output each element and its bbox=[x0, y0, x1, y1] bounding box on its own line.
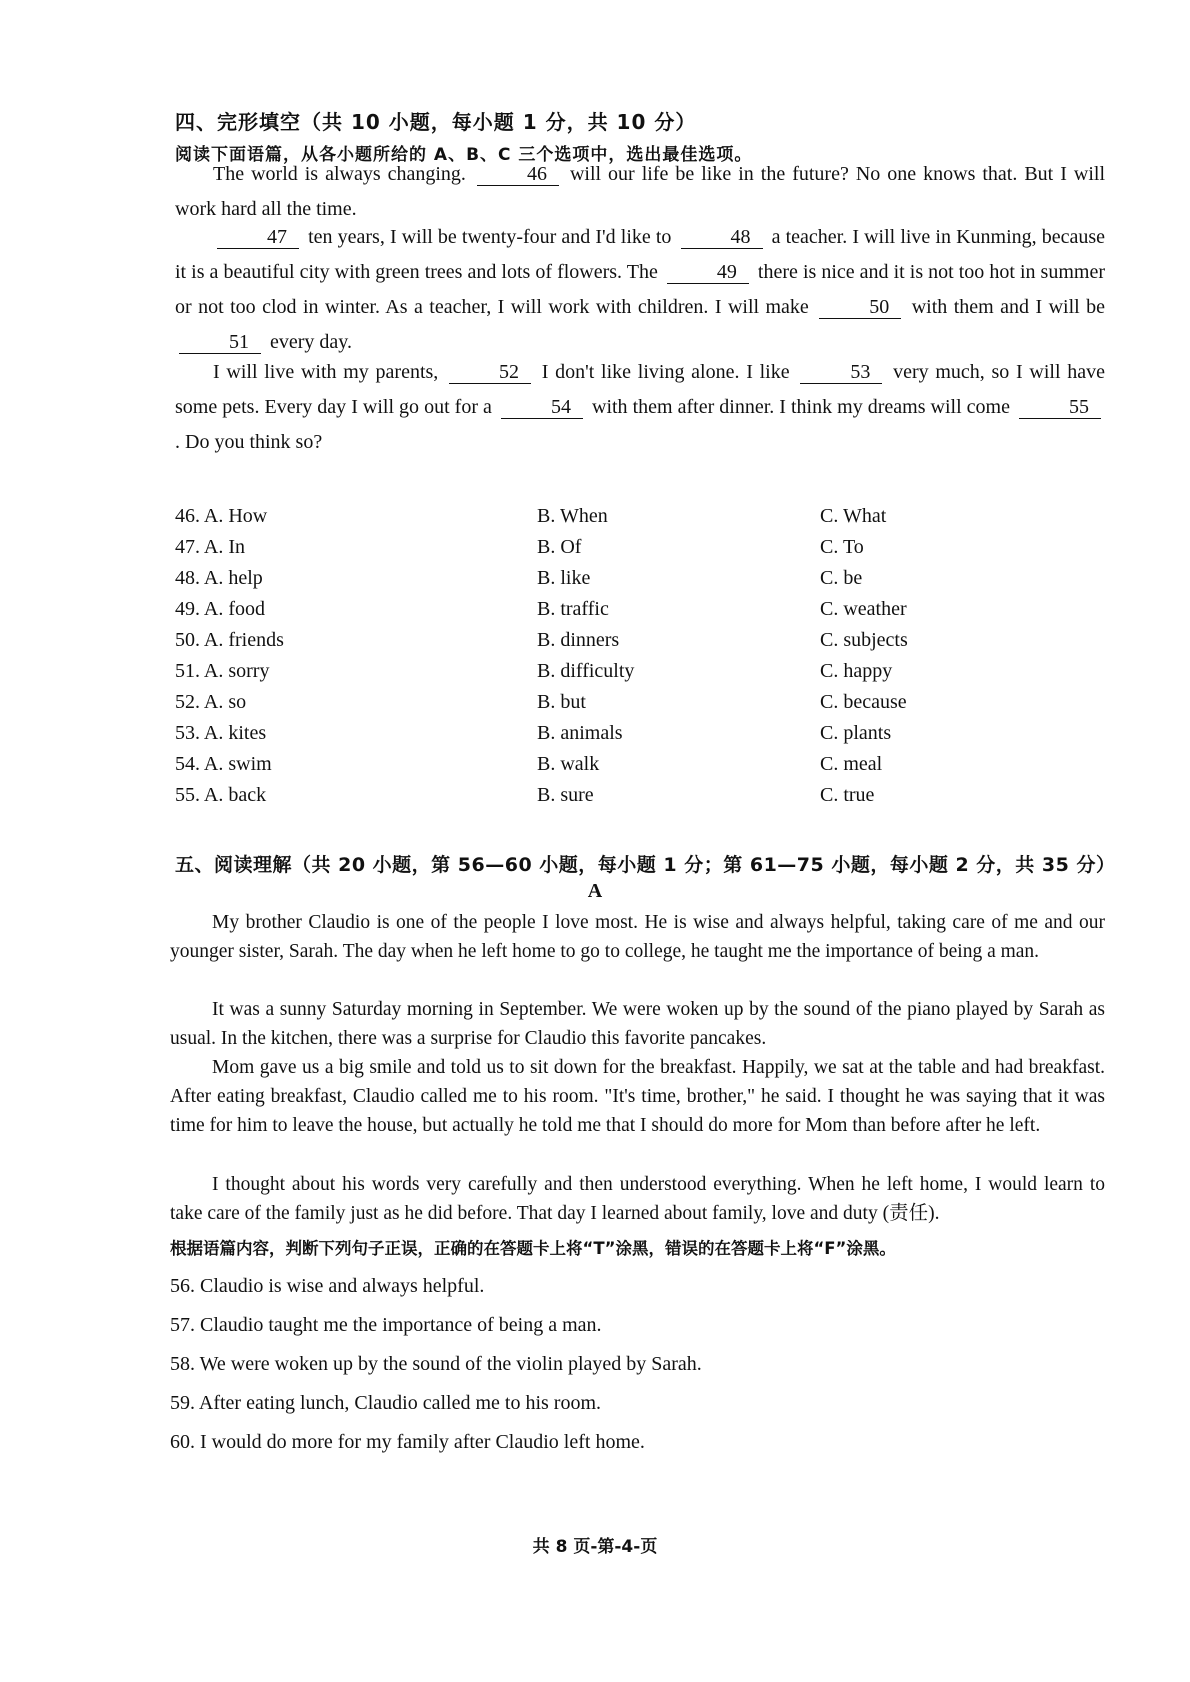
option-b: B. difficulty bbox=[537, 660, 635, 682]
option-a: 54. A. swim bbox=[175, 753, 272, 775]
blank-52: 52 bbox=[449, 361, 531, 384]
option-c: C. To bbox=[820, 536, 864, 558]
reading-paragraph: It was a sunny Saturday morning in September. We were woken up by the sound of the piano played by Sarah as usual. In the kitchen, there was a surprise for Claudio this favorite pancakes. bbox=[170, 999, 1105, 1049]
option-b: B. animals bbox=[537, 722, 623, 744]
blank-51: 51 bbox=[179, 331, 261, 354]
option-c: C. plants bbox=[820, 722, 892, 744]
option-row bbox=[175, 598, 1095, 629]
reading-paragraph: My brother Claudio is one of the people I love most. He is wise and always helpful, taking care of me and our younger sister, Sarah. The day when he left home to go to college, he taught me the importance of being a man. bbox=[170, 912, 1105, 962]
option-a: 50. A. friends bbox=[175, 629, 284, 651]
option-a: 46. A. How bbox=[175, 505, 268, 527]
option-a: 47. A. In bbox=[175, 536, 245, 558]
section5-instruction: 根据语篇内容，判断下列句子正误，正确的在答题卡上将“T”涂黑，错误的在答题卡上将“F”涂黑。 bbox=[170, 1239, 896, 1258]
option-a: 51. A. sorry bbox=[175, 660, 270, 682]
option-row bbox=[175, 629, 1095, 660]
blank-50: 50 bbox=[819, 296, 901, 319]
passage-label: A bbox=[587, 880, 603, 902]
statement-60: 60. I would do more for my family after Claudio left home. bbox=[170, 1431, 645, 1453]
blank-53: 53 bbox=[800, 361, 882, 384]
option-row bbox=[175, 536, 1095, 567]
option-b: B. When bbox=[537, 505, 608, 527]
statement-58: 58. We were woken up by the sound of the violin played by Sarah. bbox=[170, 1353, 702, 1375]
option-row bbox=[175, 784, 1095, 815]
option-c: C. be bbox=[820, 567, 863, 589]
option-row bbox=[175, 660, 1095, 691]
option-c: C. true bbox=[820, 784, 875, 806]
statement-57: 57. Claudio taught me the importance of being a man. bbox=[170, 1314, 602, 1336]
reading-paragraph: Mom gave us a big smile and told us to sit down for the breakfast. Happily, we sat at the table and had breakfast. After eating breakfast, Claudio called me to his room. "It's time, brother," he said. I thought he was saying that it was time for him to leave the house, but actually he told me that I should do more for Mom than before after he left. bbox=[170, 1057, 1105, 1136]
option-b: B. walk bbox=[537, 753, 600, 775]
option-row bbox=[175, 753, 1095, 784]
reading-paragraph: I thought about his words very carefully and then understood everything. When he left home, I would learn to take care of the family just as he did before. That day I learned about family, love and duty (责任). bbox=[170, 1174, 1105, 1224]
option-row bbox=[175, 505, 1095, 536]
option-c: C. What bbox=[820, 505, 887, 527]
option-c: C. subjects bbox=[820, 629, 908, 651]
section4-instruction: 阅读下面语篇，从各小题所给的 A、B、C 三个选项中，选出最佳选项。 bbox=[175, 145, 753, 165]
blank-49: 49 bbox=[667, 261, 749, 284]
option-c: C. weather bbox=[820, 598, 907, 620]
option-a: 52. A. so bbox=[175, 691, 247, 713]
option-b: B. sure bbox=[537, 784, 594, 806]
statement-59: 59. After eating lunch, Claudio called me to his room. bbox=[170, 1392, 602, 1414]
option-a: 48. A. help bbox=[175, 567, 263, 589]
option-b: B. like bbox=[537, 567, 591, 589]
blank-55: 55 bbox=[1019, 396, 1101, 419]
cloze-paragraph-3: I will live with my parents, 52 I don't like living alone. I like 53 very much, so I will have some pets. Every day I will go out for a 54 with them after dinner. I think my dreams will come 55 . Do you think so? bbox=[175, 361, 1106, 453]
option-c: C. happy bbox=[820, 660, 893, 682]
blank-48: 48 bbox=[681, 226, 763, 249]
option-row bbox=[175, 722, 1095, 753]
section5-heading: 五、阅读理解（共 20 小题，第 56—60 小题，每小题 1 分；第 61—75 小题，每小题 2 分，共 35 分） bbox=[175, 854, 1116, 876]
option-a: 55. A. back bbox=[175, 784, 267, 806]
option-c: C. meal bbox=[820, 753, 883, 775]
page-footer: 共 8 页-第-4-页 bbox=[532, 1537, 658, 1557]
blank-47: 47 bbox=[217, 226, 299, 249]
option-a: 53. A. kites bbox=[175, 722, 267, 744]
cloze-options bbox=[175, 505, 1095, 815]
section4-heading: 四、完形填空（共 10 小题，每小题 1 分，共 10 分） bbox=[175, 110, 697, 134]
blank-54: 54 bbox=[501, 396, 583, 419]
option-b: B. dinners bbox=[537, 629, 620, 651]
cloze-paragraph-1: The world is always changing. 46 will our life be like in the future? No one knows that. But I will work hard all the time. bbox=[175, 163, 1106, 220]
statement-56: 56. Claudio is wise and always helpful. bbox=[170, 1275, 485, 1297]
option-row bbox=[175, 567, 1095, 598]
option-b: B. but bbox=[537, 691, 586, 713]
option-b: B. traffic bbox=[537, 598, 609, 620]
option-a: 49. A. food bbox=[175, 598, 265, 620]
option-b: B. Of bbox=[537, 536, 582, 558]
option-c: C. because bbox=[820, 691, 907, 713]
cloze-paragraph-2: 47 ten years, I will be twenty-four and I'd like to 48 a teacher. I will live in Kunming, because it is a beautiful city with green trees and lots of flowers. The 49 there is nice and it is not too hot in summer or not too clod in winter. As a teacher, I will work with children. I will make 50 with them and I will be 51 every day. bbox=[175, 226, 1106, 353]
blank-46: 46 bbox=[477, 163, 559, 186]
option-row bbox=[175, 691, 1095, 722]
